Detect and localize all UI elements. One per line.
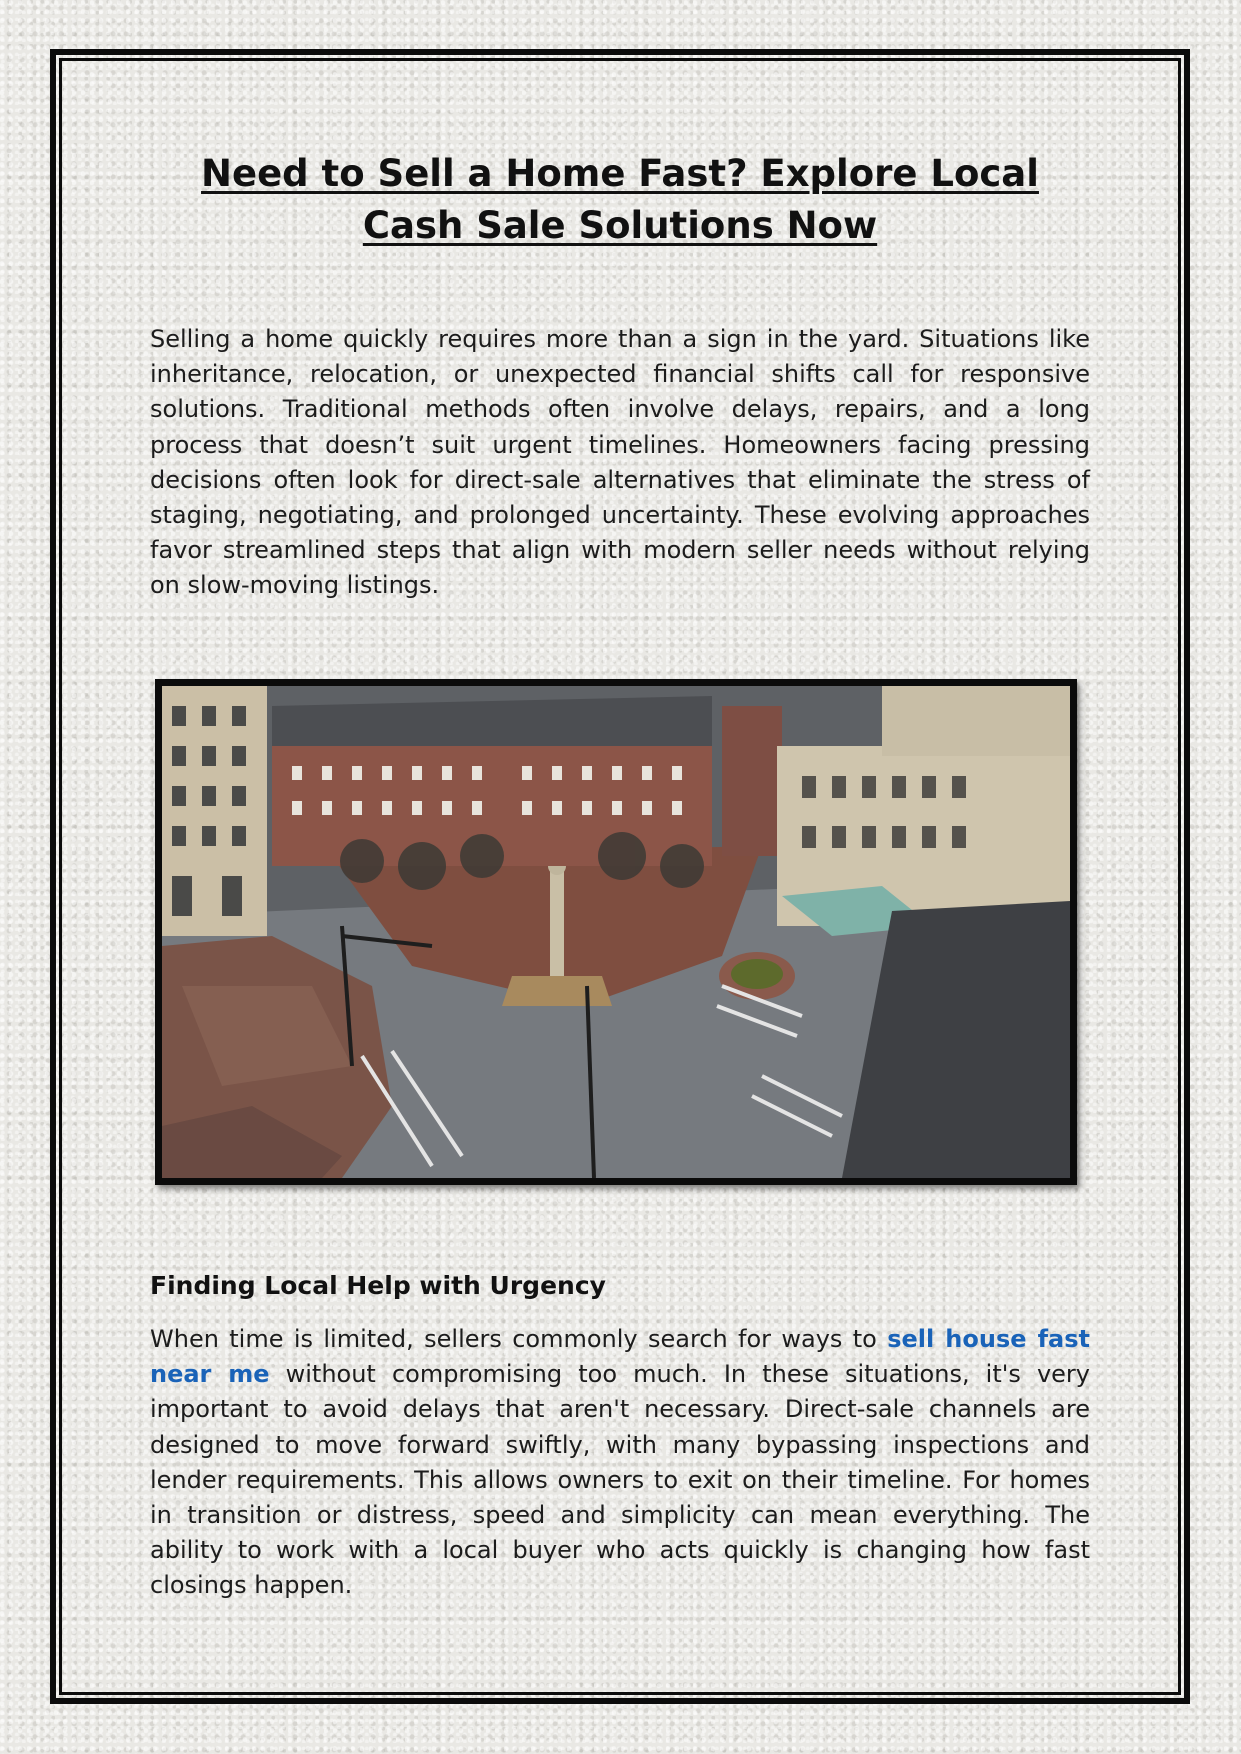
aerial-city-square-illustration <box>162 686 1070 1178</box>
article-title: Need to Sell a Home Fast? Explore Local Cash Sale Solutions Now <box>201 152 1039 247</box>
section-paragraph <box>150 1322 1090 1604</box>
sell-house-fast-link[interactable]: sell house fast near me <box>150 1325 1090 1389</box>
section-text-before-link: When time is limited, sellers commonly search for ways to <box>150 1325 888 1353</box>
section-text-after-link: without compromising too much. In these situations, it's very important to avoid delays that aren't necessary. Direct-sale channels are designed to move forward swiftly, with many bypassing inspections and lender requirements. This allows owners to exit on their timeline. For homes in transition or distress, speed and simplicity can mean everything. The ability to work with a local buyer who acts quickly is changing how fast closings happen. <box>150 1360 1090 1600</box>
section-heading: Finding Local Help with Urgency <box>150 1271 606 1300</box>
intro-paragraph: Selling a home quickly requires more than a sign in the yard. Situations like inheritance, relocation, or unexpected financial shifts call for responsive solutions. Traditional methods often involve delays, repairs, and a long process that doesn’t suit urgent timelines. Homeowners facing pressing decisions often look for direct-sale alternatives that eliminate the stress of staging, negotiating, and prolonged uncertainty. These evolving approaches favor streamlined steps that align with modern seller needs without relying on slow-moving listings. <box>150 325 1090 600</box>
city-square-photo <box>155 679 1077 1185</box>
